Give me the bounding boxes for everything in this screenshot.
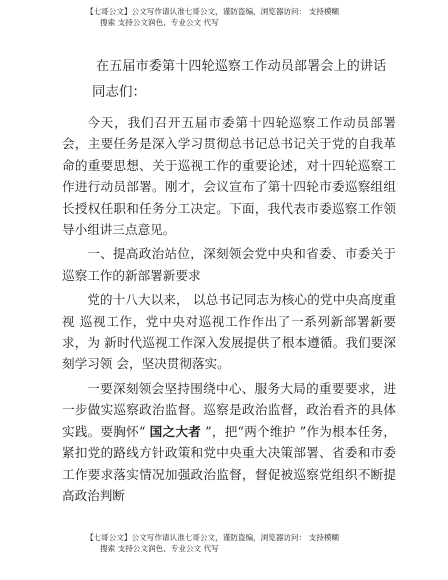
salutation: 同志们： bbox=[92, 84, 146, 100]
section-heading-1: 一、提高政治站位，深刻领会党中央和省委、市委关于巡察工作的新部署新要求 bbox=[62, 246, 396, 283]
paragraph-3-part-2: ”，把“两个维护 ”作为根本任务，紧扣党的路线方针政策和党中央重大决策部署、省委和市委工作要求落实情况加强政治监督，督促被巡察党组织不断提高政治判断 bbox=[62, 423, 396, 503]
header-line-1: 【七哥公文】公文写作请认准七哥公文，谨防盗编，浏览器访问： 支持模糊 bbox=[86, 7, 340, 16]
document-body bbox=[62, 112, 396, 509]
footer-line-2: 搜索 支持公文润色、专业公文 代写 bbox=[100, 544, 219, 553]
header-line-2: 搜索 支持公文润色、专业公文 代写 bbox=[100, 18, 219, 27]
paragraph-2: 党的十八大以来， 以总书记同志为核心的党中央高度重视 巡视工作，党中央对巡视工作作出了一系列新部署新要求，为 新时代巡视工作深入发展提供了根本遵循。我们要深刻学习领 会，坚决贯彻落实。 bbox=[62, 292, 396, 372]
footer-line-1: 【七哥公文】公文写作请认准七哥公文，谨防盗编，浏览器访问： 支持模糊 bbox=[86, 533, 340, 542]
document-title: 在五届市委第十四轮巡察工作动员部署会上的讲话 bbox=[96, 59, 387, 74]
footer-watermark bbox=[86, 532, 416, 554]
paragraph-3-part-1: 一要深刻领会坚持围绕中心、服务大局的重要要求，进一步做实巡察政治监督。巡察是政治监督，政治看齐的具体实践。要胸怀“ bbox=[62, 380, 396, 439]
emphasis-guozhidazhe: 国之大者 bbox=[149, 423, 201, 439]
paragraph-3 bbox=[62, 378, 396, 506]
header-watermark bbox=[86, 6, 416, 28]
paragraph-intro: 今天，我们召开五届市委第十四轮巡察工作动员部署会，主要任务是深入学习贯彻总书记总书记关于党的自我革命的重要思想、关于巡视工作的重要论述，对十四轮巡察工作进行动员部署。刚才，会议宣布了第十四轮市委巡察组组长授权任职和任务分工决定。下面，我代表市委巡察工作领导小组讲三点意见。 bbox=[62, 115, 396, 238]
